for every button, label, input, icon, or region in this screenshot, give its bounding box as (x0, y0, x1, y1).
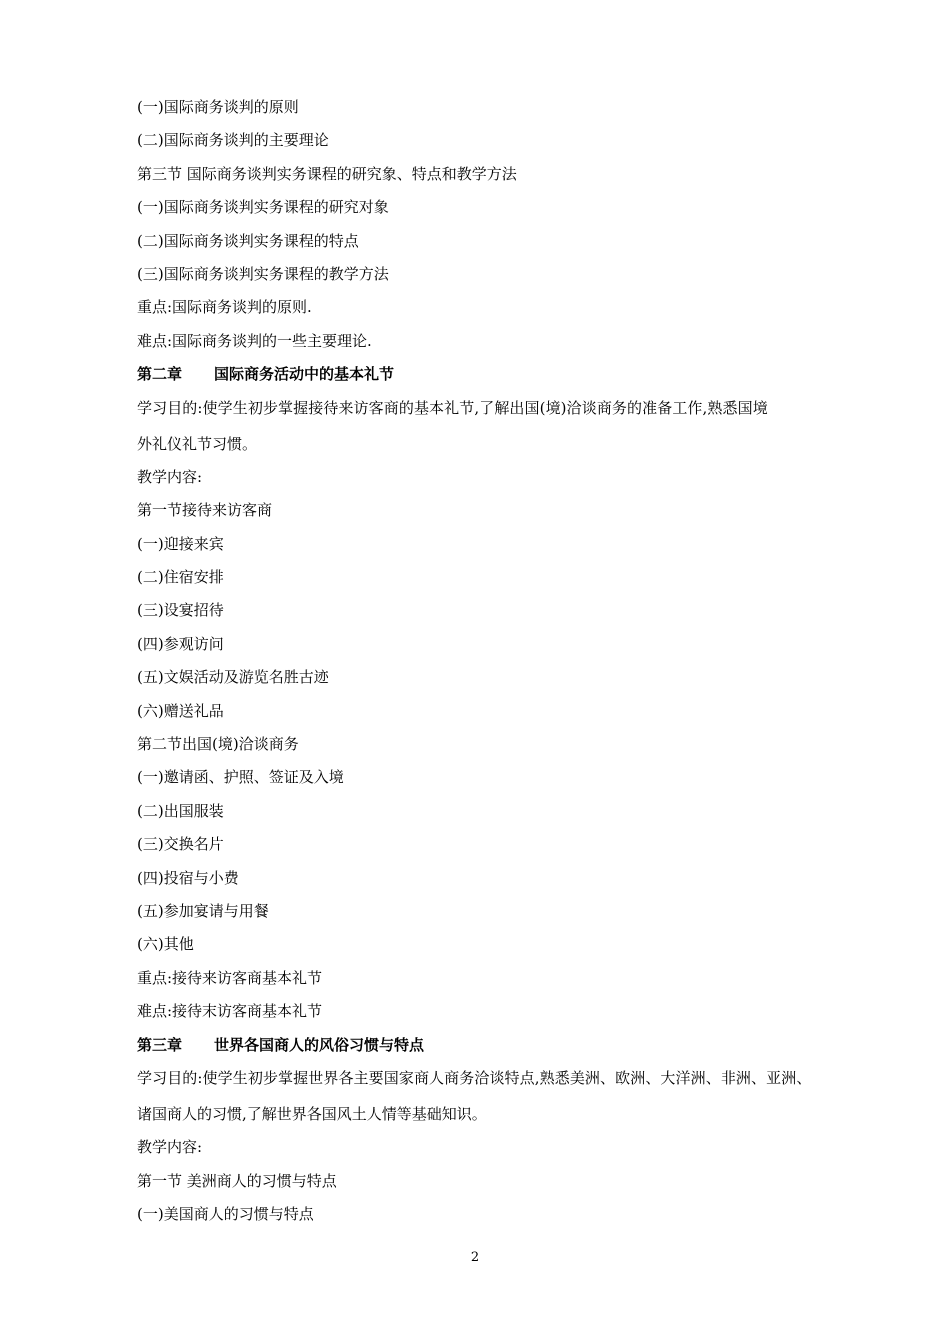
text-line: 第一节接待来访客商 (137, 501, 273, 520)
text-line: (一)邀请函、护照、签证及入境 (137, 768, 344, 787)
text-line: (一)国际商务谈判实务课程的研究对象 (137, 198, 389, 217)
text-line: (五)文娱活动及游览名胜古迹 (137, 668, 329, 687)
text-line: (六)赠送礼品 (137, 701, 224, 720)
document-body (137, 97, 867, 1238)
text-line: (四)参观访问 (137, 634, 224, 653)
paragraph-line: 诸国商人的习惯,了解世界各国风土人情等基础知识。 (137, 1104, 487, 1123)
text-line: 第一节 美洲商人的习惯与特点 (137, 1171, 337, 1190)
chapter-title: 世界各国商人的风俗习惯与特点 (214, 1035, 425, 1054)
text-line: (一)美国商人的习惯与特点 (137, 1205, 314, 1224)
chapter-number: 第三章 (137, 1035, 183, 1054)
chapter-heading (137, 364, 867, 384)
text-line: (一)迎接来宾 (137, 534, 224, 553)
chapter-number: 第二章 (137, 365, 183, 384)
text-line: (四)投宿与小费 (137, 868, 239, 887)
paragraph-line: 学习目的:使学生初步掌握接待来访客商的基本礼节,了解出国(境)洽谈商务的准备工作,熟悉国境 (137, 398, 768, 417)
text-line: (六)其他 (137, 935, 194, 954)
text-line: (三)国际商务谈判实务课程的教学方法 (137, 264, 389, 283)
text-line: (二)国际商务谈判实务课程的特点 (137, 231, 359, 250)
text-line: 重点:国际商务谈判的原则. (137, 298, 312, 317)
page-number: 2 (470, 1250, 480, 1265)
text-line: 教学内容: (137, 467, 203, 486)
text-line: 教学内容: (137, 1138, 203, 1157)
paragraph (137, 1068, 867, 1124)
text-line: (二)住宿安排 (137, 568, 224, 587)
paragraph-line: 学习目的:使学生初步掌握世界各主要国家商人商务洽谈特点,熟悉美洲、欧洲、大洋洲、非洲、亚洲、 (137, 1068, 812, 1087)
text-line: (二)出国服装 (137, 801, 224, 820)
text-line: 难点:国际商务谈判的一些主要理论. (137, 331, 372, 350)
text-line: (五)参加宴请与用餐 (137, 901, 269, 920)
text-line: (三)交换名片 (137, 835, 224, 854)
paragraph-line: 外礼仪礼节习惯。 (137, 434, 258, 453)
text-line: (一)国际商务谈判的原则 (137, 98, 299, 116)
chapter-heading (137, 1035, 867, 1055)
text-line: 第二节出国(境)洽谈商务 (137, 735, 299, 754)
text-line: 重点:接待来访客商基本礼节 (137, 968, 323, 987)
text-line: 难点:接待末访客商基本礼节 (137, 1002, 323, 1021)
chapter-title: 国际商务活动中的基本礼节 (214, 365, 395, 384)
text-line: 第三节 国际商务谈判实务课程的研究象、特点和教学方法 (137, 164, 517, 183)
text-line: (三)设宴招待 (137, 601, 224, 620)
text-line: (二)国际商务谈判的主要理论 (137, 131, 329, 150)
paragraph (137, 398, 867, 454)
